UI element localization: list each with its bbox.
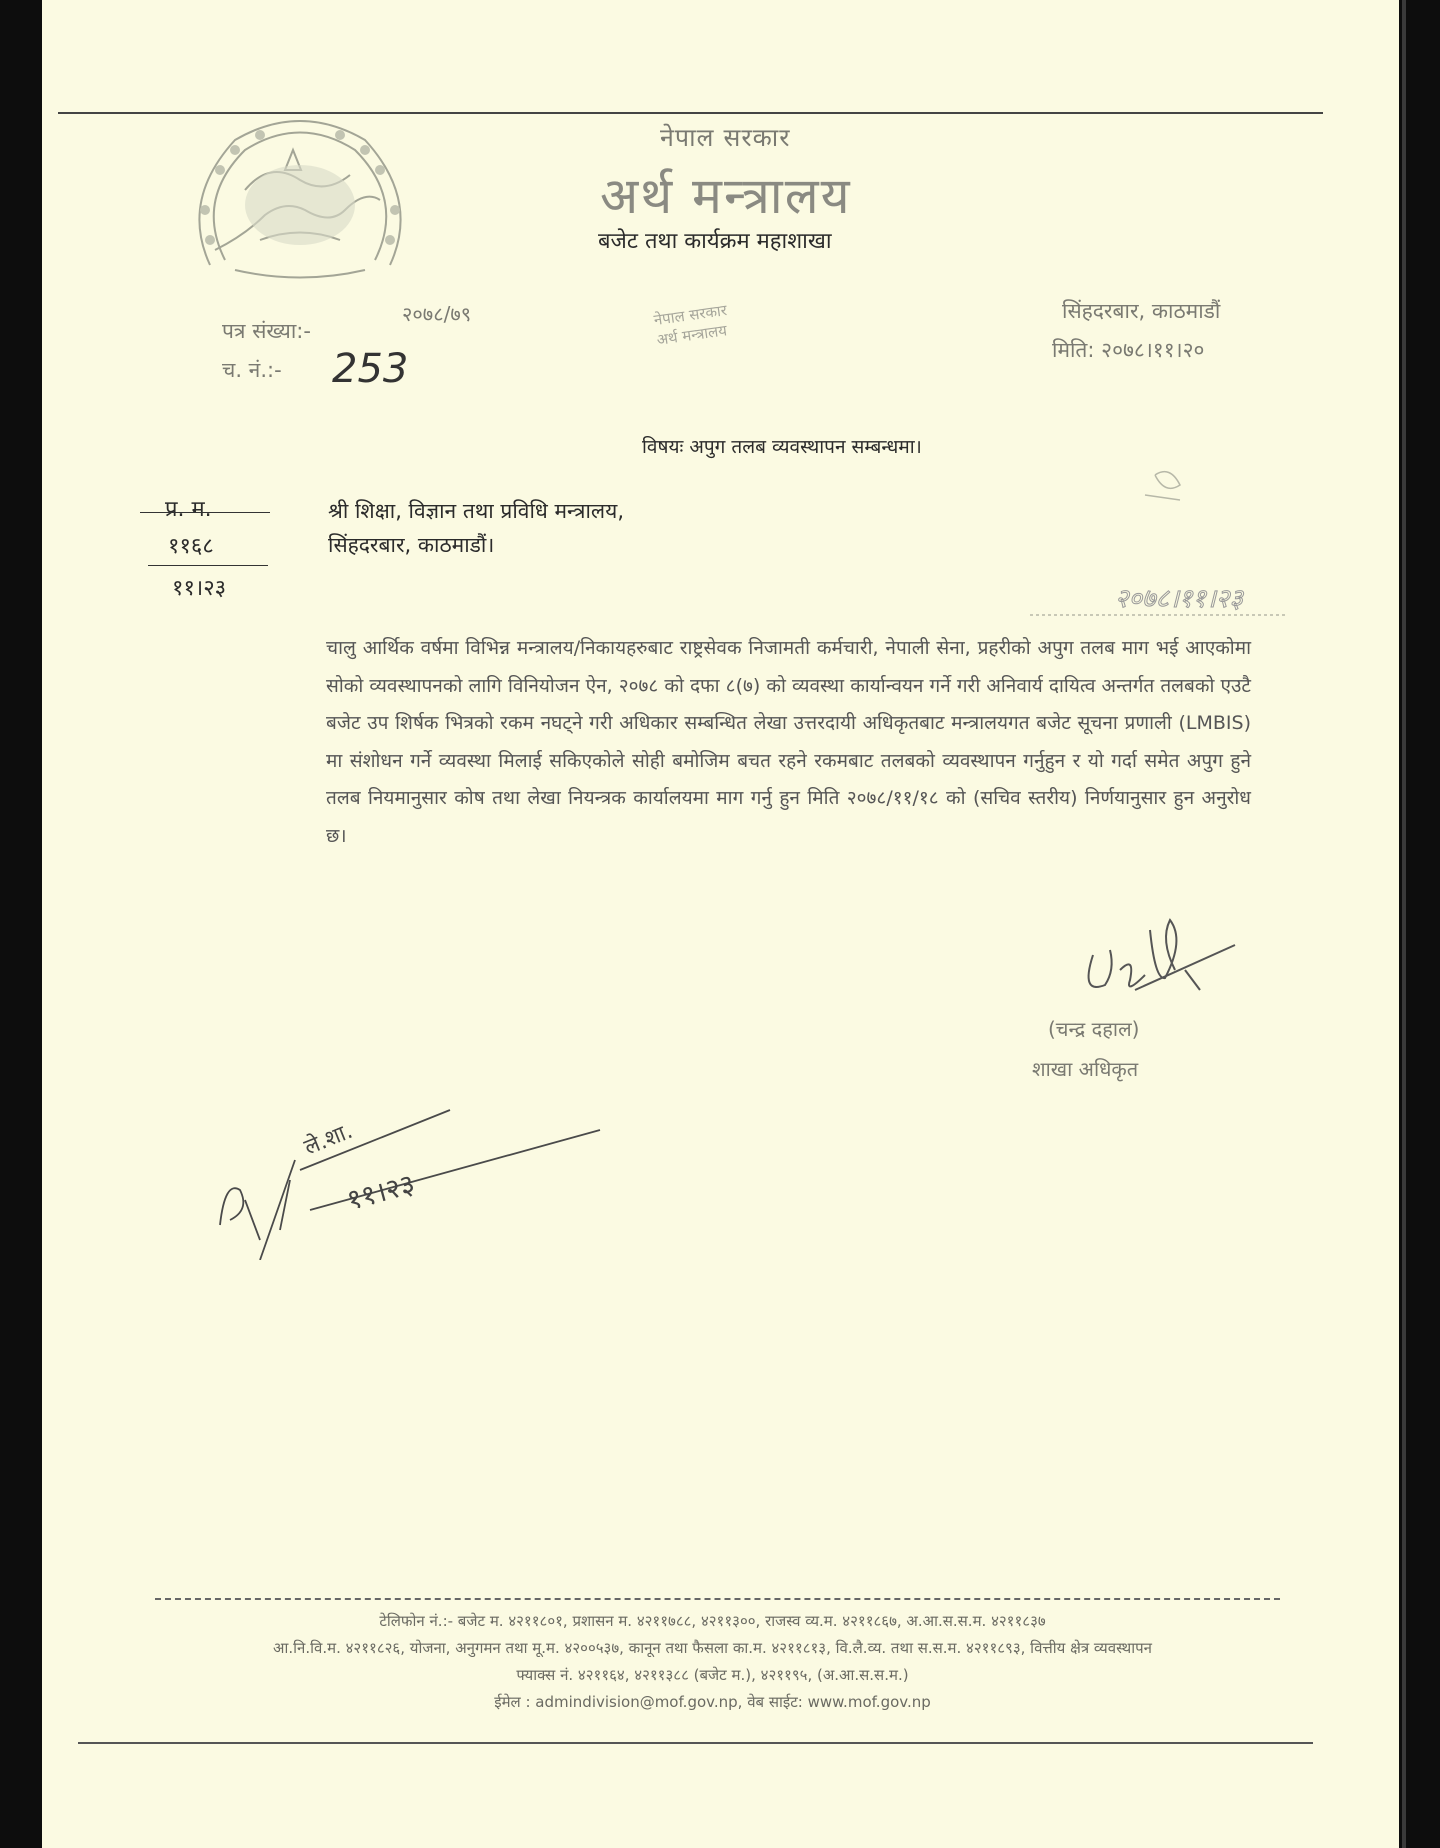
darta-note-line-1: प्र. म. [165, 497, 212, 522]
office-location: सिंहदरबार, काठमाडौं [1062, 299, 1221, 323]
letter-date: मिति: २०७८।११।२० [1052, 338, 1205, 362]
received-stamp [1005, 455, 1295, 625]
letter-subject: विषयः अपुग तलब व्यवस्थापन सम्बन्धमा। [642, 436, 922, 458]
footer-fax: फ्याक्स नं. ४२११६४, ४२११३८८ (बजेट म.), ४२११९५, (अ.आ.स.स.म.) [516, 1666, 909, 1684]
handwritten-minute [200, 1060, 620, 1260]
letter-body: चालु आर्थिक वर्षमा विभिन्न मन्त्रालय/निकायहरुबाट राष्ट्रसेवक निजामती कर्मचारी, नेपाली सेना, प्रहरीको अपुग तलब माग भई आएकोमा सोको व्यवस्थापनको लागि विनियोजन ऐन, २०७८ को दफा ८(७) को व्यवस्था कार्यान्वयन गर्ने गरी अनिवार्य दायित्व अन्तर्गत तलबको एउटै बजेट उप शिर्षक भित्रको रकम नघट्ने गरी अधिकार सम्बन्धित लेखा उत्तरदायी अधिकृतबाट मन्त्रालयगत बजेट सूचना प्रणाली (LMBIS) मा संशोधन गर्ने व्यवस्था मिलाई सकिएकोले सोही बमोजिम बचत रहने रकमबाट तलबको व्यवस्थापन गर्नुहुन र यो गर्दा समेत अपुग हुने तलब नियमानुसार कोष तथा लेखा नियन्त्रक कार्यालयमा माग गर्नु हुन मिति २०७८/११/१८ को (सचिव स्तरीय) निर्णयानुसार हुन अनुरोध छ। [326, 637, 1251, 847]
office-stamp-line-1: नेपाल सरकार [652, 301, 728, 330]
minute-note-line-2: ११।२३ [343, 1167, 419, 1217]
minute-note-line-1: ले.शा. [300, 1118, 357, 1161]
footer-email-web: ईमेल : admindivision@mof.gov.np, वेब साईट: www.mof.gov.np [494, 1693, 931, 1711]
office-stamp-line-2: अर्थ मन्त्रालय [655, 321, 729, 349]
darta-note-line-3: ११।२३ [172, 576, 227, 601]
signer-title: शाखा अधिकृत [1032, 1057, 1139, 1081]
fiscal-year: २०७८/७९ [402, 302, 472, 326]
addressee-line-1: श्री शिक्षा, विज्ञान तथा प्रविधि मन्त्रालय, [328, 499, 624, 523]
dispatch-number-label: च. नं.:- [222, 358, 282, 382]
government-name: नेपाल सरकार [660, 123, 791, 152]
darta-underline-2 [148, 565, 268, 566]
ministry-name: अर्थ मन्त्रालय [600, 167, 852, 225]
footer-bottom-rule [78, 1742, 1313, 1744]
scan-border-line [1402, 0, 1406, 1848]
dispatch-number: 253 [332, 346, 409, 392]
nepal-emblem-icon [165, 110, 435, 290]
addressee-line-2: सिंहदरबार, काठमाडौं। [328, 533, 495, 557]
footer-top-rule [155, 1598, 1280, 1600]
letter-number-label: पत्र संख्या:- [222, 319, 311, 343]
scan-border-left [0, 0, 42, 1848]
footer-phone-line-1: टेलिफोन नं.:- बजेट म. ४२११८०१, प्रशासन म. ४२११७८८, ४२११३००, राजस्व व्य.म. ४२११८६७, अ.आ.स.स.म. ४२११८३७ [379, 1612, 1046, 1630]
division-name: बजेट तथा कार्यक्रम महाशाखा [598, 229, 832, 254]
footer-phone-line-2: आ.नि.वि.म. ४२११८२६, योजना, अनुगमन तथा मू.म. ४२००५३७, कानून तथा फैसला का.म. ४२११८१३, वि.लै.व्य. तथा स.स.म. ४२११८९३, वित्तीय क्षेत्र व्यवस्थापन [273, 1639, 1152, 1657]
darta-note-line-2: ११६८ [168, 534, 214, 559]
contact-footer [130, 1608, 1295, 1716]
signature-mark [1075, 900, 1245, 1010]
darta-underline-1 [140, 512, 270, 513]
received-stamp-date: २०७८।११।२३ [1115, 584, 1243, 614]
signer-name: (चन्द्र दहाल) [1048, 1017, 1140, 1041]
